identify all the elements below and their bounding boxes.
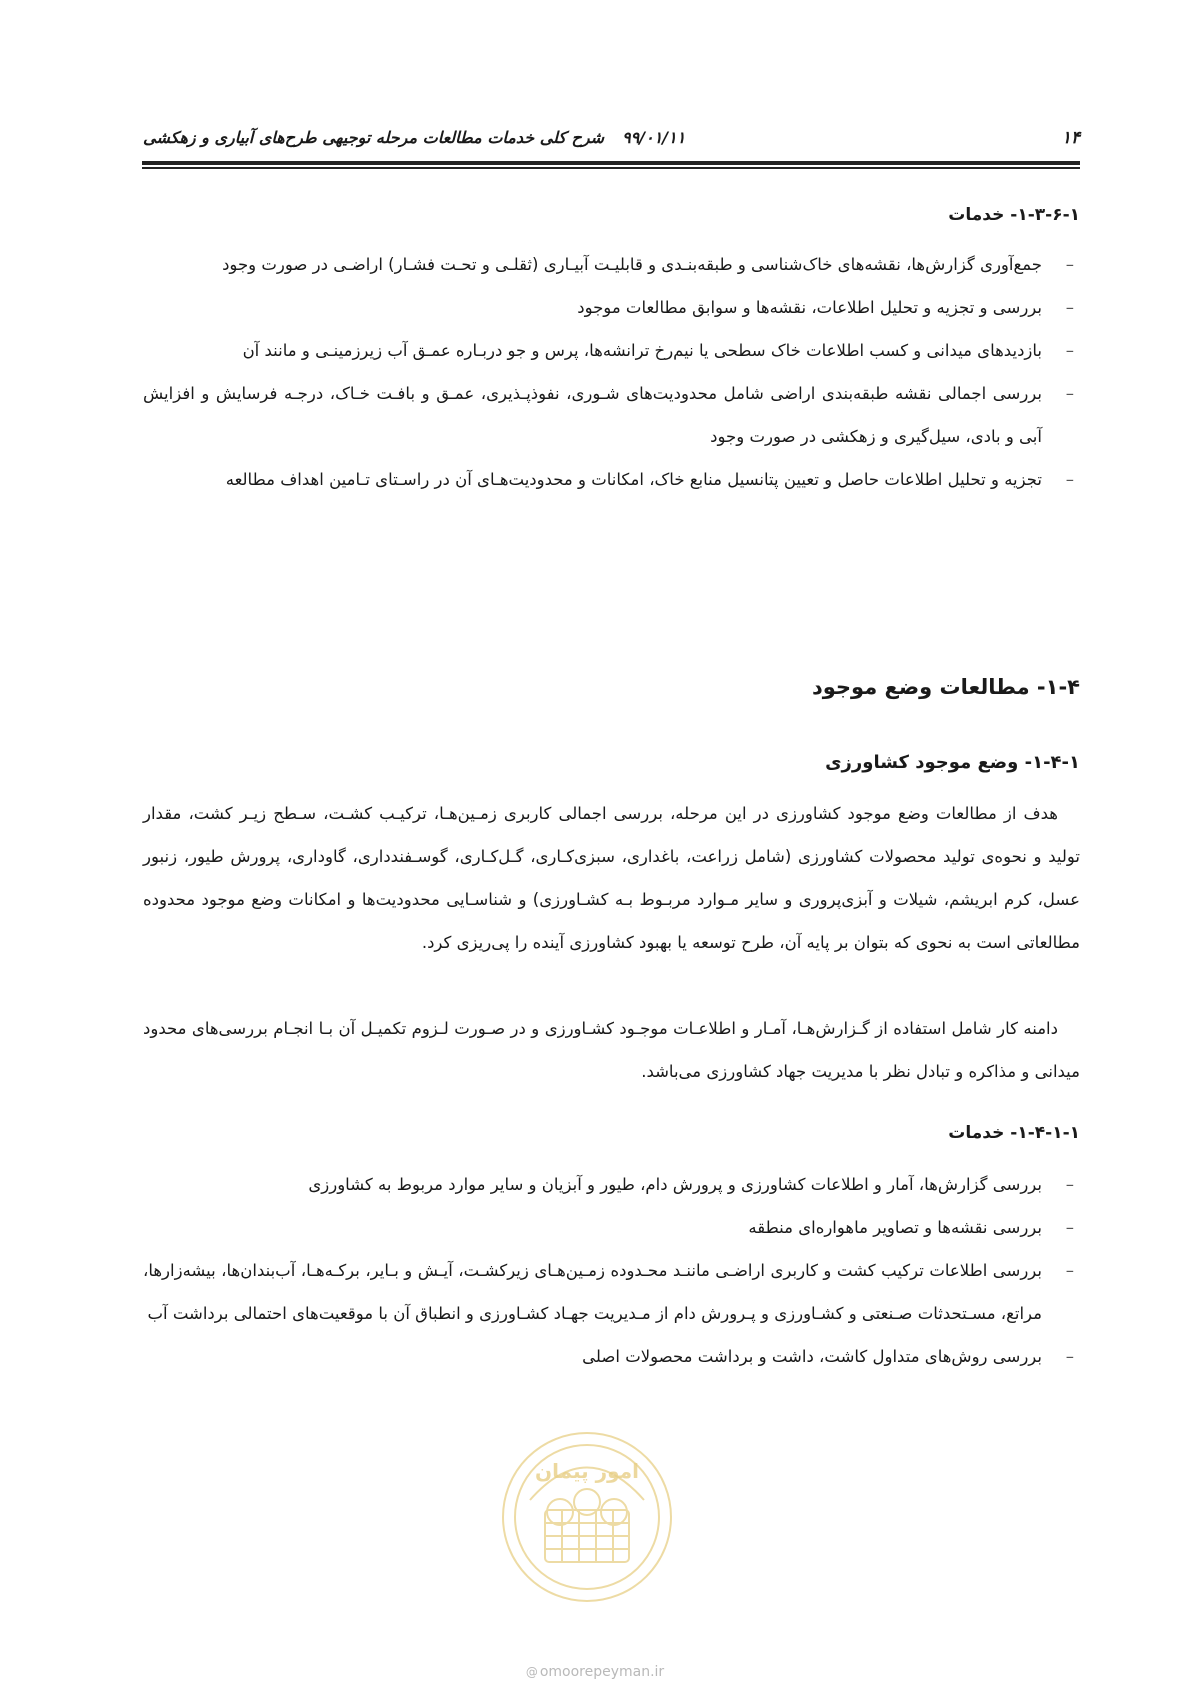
list-item: – بررسی نقشه‌ها و تصاویر ماهواره‌ای منطقه <box>143 1206 1080 1249</box>
list-dash-icon: – <box>1065 470 1074 489</box>
at-icon: @ <box>525 1665 538 1679</box>
subsection-heading-agriculture: ۱-۴-۱- وضع موجود کشاورزی <box>825 752 1080 773</box>
services-list-2 <box>143 1163 1080 1378</box>
list-dash-icon: – <box>1065 1175 1074 1194</box>
list-dash-icon: – <box>1065 384 1074 403</box>
list-item: – بررسی اطلاعات ترکیب کشت و کاربری اراضـی ماننـد محـدوده زمـین‌هـای زیرکشـت، آیـش و بـایر، برکـه‌هـا، آب‌بندان‌ها، بیشه‌زارها، مراتع، مسـتحدثات صـنعتی و کشـاورزی و پـرورش دام از مـدیریت جهـاد کشـاورزی و انطباق آن با موقعیت‌های احتمالی برداشت آب <box>143 1249 1080 1335</box>
section-heading-existing-status: ۱-۴- مطالعات وضع موجود <box>811 675 1080 699</box>
list-item: – بازدیدهای میدانی و کسب اطلاعات خاک سطحی یا نیم‌رخ ترانشه‌ها، پرس و جو دربـاره عمـق آب زیرزمینـی و مانند آن <box>143 329 1080 372</box>
list-item: – بررسی و تجزیه و تحلیل اطلاعات، نقشه‌ها و سوابق مطالعات موجود <box>143 286 1080 329</box>
page-number: ۱۴ <box>1061 128 1080 148</box>
list-item: – بررسی گزارش‌ها، آمار و اطلاعات کشاورزی و پرورش دام، طیور و آبزیان و سایر موارد مربوط به کشاورزی <box>143 1163 1080 1206</box>
list-dash-icon: – <box>1065 1218 1074 1237</box>
list-item: – تجزیه و تحلیل اطلاعات حاصل و تعیین پتانسیل منابع خاک، امکانات و محدودیت‌هـای آن در راسـتای تـامین اهداف مطالعه <box>143 458 1080 501</box>
list-dash-icon: – <box>1065 1261 1074 1280</box>
section-heading-services-1: ۱-۳-۶-۱- خدمات <box>948 205 1080 225</box>
header-rule-thick <box>142 161 1080 165</box>
seal-text: امور پیمان <box>535 1459 639 1483</box>
list-dash-icon: – <box>1065 341 1074 360</box>
watermark-url: @ omoorepeyman.ir <box>525 1664 665 1680</box>
header-title: شرح کلی خدمات مطالعات مرحله توجیهی طرح‌های آبیاری و زهکشی <box>143 128 605 147</box>
list-item: – جمع‌آوری گزارش‌ها، نقشه‌های خاک‌شناسی و طبقه‌بنـدی و قابلیـت آبیـاری (ثقلـی و تحـت فشـار) اراضـی در صورت وجود <box>143 243 1080 286</box>
list-dash-icon: – <box>1065 298 1074 317</box>
list-dash-icon: – <box>1065 255 1074 274</box>
seal-logo-icon <box>500 1430 675 1605</box>
services-list-1 <box>143 243 1080 501</box>
list-item: – بررسی اجمالی نقشه طبقه‌بندی اراضی شامل محدودیت‌های شـوری، نفوذپـذیری، عمـق و بافـت خـاک، درجـه فرسایش و افزایش آبی و بادی، سیل‌گیری و زهکشی در صورت وجود <box>143 372 1080 458</box>
paragraph: هدف از مطالعات وضع موجود کشاورزی در این مرحله، بررسی اجمالی کاربری زمـین‌هـا، ترکیـب کشـت، سـطح زیـر کشت، مقدار تولید و نحوه‌ی تولید محصولات کشاورزی (شامل زراعت، باغداری، سبزی‌کـاری، گـل‌کـاری، گوسـفندداری، گاوداری، پرورش طیور، زنبور عسل، کرم ابریشم، شیلات و آبزی‌پروری و سایر مـوارد مربـوط بـه کشـاورزی) و شناسـایی محدودیت‌ها و امکانات وضع موجود محدوده مطالعاتی است به نحوی که بتوان بر پایه آن، طرح توسعه یا بهبود کشاورزی آینده را پی‌ریزی کرد. <box>143 804 1080 952</box>
paragraph: دامنه کار شامل استفاده از گـزارش‌هـا، آمـار و اطلاعـات موجـود کشـاورزی و در صـورت لـزوم تکمیـل آن بـا انجـام بررسی‌های محدود میدانی و مذاکره و تبادل نظر با مدیریت جهاد کشاورزی می‌باشد. <box>143 1019 1080 1081</box>
list-dash-icon: – <box>1065 1347 1074 1366</box>
running-header <box>143 128 685 147</box>
list-item: – بررسی روش‌های متداول کاشت، داشت و برداشت محصولات اصلی <box>143 1335 1080 1378</box>
section-heading-services-2: ۱-۴-۱-۱- خدمات <box>948 1123 1080 1143</box>
header-date: ۹۹/۰۱/۱۱ <box>622 128 686 147</box>
header-rule-thin <box>142 167 1080 169</box>
